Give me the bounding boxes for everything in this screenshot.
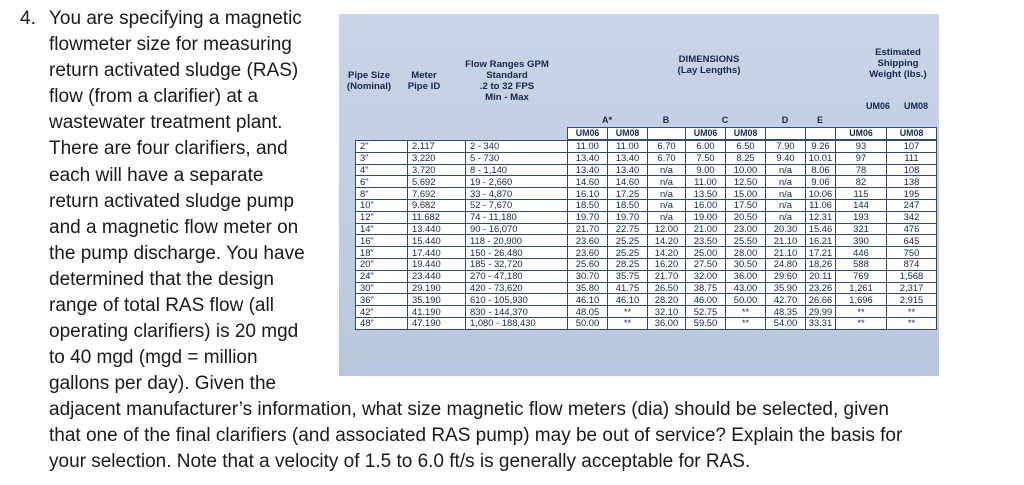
cell-dim-a-um06: 30.70 [568,270,608,282]
table-row [356,282,937,294]
cell-meter-pipe-id: 15.440 [408,235,466,247]
cell-dim-c-um06: 6.00 [686,141,726,153]
cell-flow-range: 610 - 105,930 [466,294,568,306]
cell-dim-b: 6.70 [648,152,686,164]
cell-meter-pipe-id: 3.220 [408,152,466,164]
cell-pipe-size: 6" [356,176,408,188]
cell-weight-um08: 108 [887,164,937,176]
cell-dim-a-um08: 28.25 [608,258,648,270]
table-row [356,247,937,259]
cell-weight-um08: 107 [887,141,937,153]
cell-meter-pipe-id: 47.190 [408,317,466,329]
table-row [356,211,937,223]
question-line: wastewater treatment plant. [49,112,283,134]
question-line: range of total RAS flow (all [49,295,274,317]
cell-pipe-size: 48" [356,317,408,329]
cell-dim-c-um06: 19.00 [686,211,726,223]
cell-dim-a-um06: 23.60 [568,247,608,259]
cell-dim-a-um08: 35.75 [608,270,648,282]
cell-weight-um06: 446 [836,247,887,259]
dim-e-label: E [816,115,823,125]
header-line: Shipping [877,58,919,69]
cell-meter-pipe-id: 11.682 [408,211,466,223]
cell-dim-c-um08: 17.50 [726,199,766,211]
cell-pipe-size: 18" [356,247,408,259]
cell-dim-d: 21.10 [766,247,806,259]
cell-dim-c-um08: 6.50 [726,141,766,153]
cell-weight-um06: 97 [836,152,887,164]
cell-meter-pipe-id: 41.190 [408,306,466,318]
dim-d-label: D [781,115,789,125]
cell-dim-c-um06: 32.00 [686,270,726,282]
cell-dim-c-um08: 10.00 [726,164,766,176]
table-row [356,294,937,306]
cell-pipe-size: 12" [356,211,408,223]
question-line: flowmeter size for measuring [49,34,292,56]
cell-weight-um06: 93 [836,141,887,153]
cell-weight-um06: 82 [836,176,887,188]
cell-dim-e: 29.99 [806,306,836,318]
cell-weight-um08: 2,317 [887,282,937,294]
cell-dim-b: 26.50 [648,282,686,294]
cell-flow-range: 5 - 730 [466,152,568,164]
cell-pipe-size: 4" [356,164,408,176]
cell-dim-c-um06: 11.00 [686,176,726,188]
cell-dim-c-um06: 27.50 [686,258,726,270]
cell-dim-c-um06: 16.00 [686,199,726,211]
cell-dim-c-um08: 25.50 [726,235,766,247]
sub-col: UM08 [887,128,937,140]
cell-dim-e: 10.06 [806,188,836,200]
cell-flow-range: 150 - 26,480 [466,247,568,259]
cell-weight-um06: 769 [836,270,887,282]
cell-dim-a-um08: 41.75 [608,282,648,294]
cell-flow-range: 2 - 340 [466,141,568,153]
header-line: Estimated [875,47,921,58]
cell-dim-c-um06: 59.50 [686,317,726,329]
cell-weight-um08: 750 [887,247,937,259]
cell-dim-a-um06: 14.60 [568,176,608,188]
question-line: that one of the final clarifiers (and associated RAS pump) may be out of service? Explain the basis for [49,425,903,446]
cell-pipe-size: 16" [356,235,408,247]
cell-meter-pipe-id: 2.117 [408,141,466,153]
cell-dim-c-um08: 28.00 [726,247,766,259]
cell-dim-b: 12.00 [648,223,686,235]
flowmeter-spec-table [339,14,939,376]
cell-dim-c-um08: 50.00 [726,294,766,306]
cell-dim-a-um06: 13.40 [568,152,608,164]
cell-dim-c-um06: 25.00 [686,247,726,259]
cell-meter-pipe-id: 19.440 [408,258,466,270]
cell-pipe-size: 30" [356,282,408,294]
question-number: 4. [20,8,36,29]
cell-dim-d: n/a [766,176,806,188]
cell-pipe-size: 10" [356,199,408,211]
cell-dim-d: 7.90 [766,141,806,153]
cell-weight-um06: 1,261 [836,282,887,294]
cell-dim-b: n/a [648,164,686,176]
cell-dim-e: 10.01 [806,152,836,164]
table-row [356,188,937,200]
model-subheader-row [567,127,937,140]
cell-weight-um06: 193 [836,211,887,223]
cell-dim-e: 11.06 [806,199,836,211]
header-line: (Lay Lengths) [677,65,741,76]
question-text-left [49,6,349,397]
cell-weight-um06: 78 [836,164,887,176]
cell-pipe-size: 20" [356,258,408,270]
dim-c-label: C [721,115,729,125]
cell-pipe-size: 2" [356,141,408,153]
cell-weight-um08: 195 [887,188,937,200]
cell-dim-a-um06: 16.10 [568,188,608,200]
question-line: gallons per day). Given the [49,373,277,395]
table-row [356,317,937,329]
cell-weight-um08: 111 [887,152,937,164]
cell-weight-um06: 588 [836,258,887,270]
cell-pipe-size: 3" [356,152,408,164]
cell-dim-e: 33.31 [806,317,836,329]
cell-dim-b: 6.70 [648,141,686,153]
cell-meter-pipe-id: 9.682 [408,199,466,211]
cell-dim-c-um08: 15.00 [726,188,766,200]
cell-dim-c-um08: 23.00 [726,223,766,235]
table-row [356,270,937,282]
cell-flow-range: 52 - 7,670 [466,199,568,211]
table-row [356,141,937,153]
cell-dim-b: n/a [648,188,686,200]
cell-dim-a-um06: 35.80 [568,282,608,294]
question-line: each will have a separate [49,164,264,186]
cell-dim-e: 17.21 [806,247,836,259]
cell-flow-range: 8 - 1,140 [466,164,568,176]
cell-dim-b: 14.20 [648,235,686,247]
question-line: the pump discharge. You have [49,242,305,264]
cell-dim-a-um06: 19.70 [568,211,608,223]
cell-flow-range: 185 - 32,720 [466,258,568,270]
cell-dim-a-um08: 19.70 [608,211,648,223]
cell-meter-pipe-id: 29.190 [408,282,466,294]
cell-dim-b: n/a [648,176,686,188]
cell-dim-d: 29.60 [766,270,806,282]
cell-dim-d: 54.00 [766,317,806,329]
header-line: Standard [486,70,528,81]
cell-dim-a-um08: 22.75 [608,223,648,235]
sub-col: UM06 [568,128,608,140]
table-row [356,164,937,176]
cell-dim-b: 32.10 [648,306,686,318]
cell-dim-a-um06: 18.50 [568,199,608,211]
cell-weight-um06: 144 [836,199,887,211]
header-line: (Nominal) [346,81,392,92]
cell-dim-e: 16.21 [806,235,836,247]
cell-dim-c-um08: 8.25 [726,152,766,164]
cell-dim-b: n/a [648,199,686,211]
cell-dim-c-um08: ** [726,306,766,318]
cell-dim-e: 9.26 [806,141,836,153]
cell-dim-a-um08: 14.60 [608,176,648,188]
header-line: Min - Max [485,92,529,103]
cell-dim-b: 36.00 [648,317,686,329]
cell-dim-c-um08: 36.00 [726,270,766,282]
dim-b-label: B [662,115,670,125]
cell-flow-range: 270 - 47,180 [466,270,568,282]
cell-dim-c-um08: 43.00 [726,282,766,294]
table-row [356,306,937,318]
question-line: determined that the design [49,268,274,290]
cell-dim-a-um06: 46.10 [568,294,608,306]
cell-dim-e: 8.06 [806,164,836,176]
cell-pipe-size: 24" [356,270,408,282]
cell-dim-e: 18.26 [806,258,836,270]
cell-dim-d: 20.30 [766,223,806,235]
cell-dim-b: 14.20 [648,247,686,259]
cell-flow-range: 1,080 - 188,430 [466,317,568,329]
header-line: Weight (lbs.) [869,69,927,80]
cell-weight-um08: ** [887,317,937,329]
cell-dim-b: 28.20 [648,294,686,306]
cell-weight-um06: 1,696 [836,294,887,306]
cell-weight-um08: 645 [887,235,937,247]
cell-weight-um06: ** [836,306,887,318]
question-line: your selection. Note that a velocity of 1.5 to 6.0 ft/s is generally acceptable for RAS. [49,451,751,472]
cell-weight-um08: 247 [887,199,937,211]
cell-dim-d: 42.70 [766,294,806,306]
question-line: adjacent manufacturer’s information, what size magnetic flow meters (dia) should be selected, given [49,399,889,420]
sub-col [806,128,836,140]
cell-weight-um08: 476 [887,223,937,235]
weight-um08-label: UM08 [903,101,928,111]
cell-dim-e: 9.06 [806,176,836,188]
cell-dim-c-um08: ** [726,317,766,329]
cell-meter-pipe-id: 7.692 [408,188,466,200]
header-line: Pipe ID [407,81,441,92]
table-row [356,152,937,164]
cell-dim-c-um06: 9.00 [686,164,726,176]
spec-data-table [355,140,937,330]
header-line: Pipe Size [347,70,391,81]
cell-dim-a-um08: 17.25 [608,188,648,200]
cell-dim-d: 21.10 [766,235,806,247]
cell-meter-pipe-id: 13.440 [408,223,466,235]
cell-weight-um06: ** [836,317,887,329]
cell-flow-range: 830 - 144,370 [466,306,568,318]
cell-dim-a-um08: 18.50 [608,199,648,211]
cell-meter-pipe-id: 35.190 [408,294,466,306]
cell-meter-pipe-id: 5.692 [408,176,466,188]
sub-col: UM08 [608,128,648,140]
sub-col [766,128,806,140]
cell-weight-um08: 2,915 [887,294,937,306]
cell-dim-c-um06: 7.50 [686,152,726,164]
cell-dim-e: 20.11 [806,270,836,282]
cell-meter-pipe-id: 3.720 [408,164,466,176]
cell-dim-a-um08: ** [608,317,648,329]
header-line: .2 to 32 FPS [479,81,535,92]
sub-col [648,128,686,140]
cell-dim-d: n/a [766,199,806,211]
cell-weight-um08: ** [887,306,937,318]
cell-dim-d: 35.90 [766,282,806,294]
cell-pipe-size: 42" [356,306,408,318]
cell-dim-c-um06: 52.75 [686,306,726,318]
header-line: DIMENSIONS [678,54,740,65]
cell-dim-a-um08: 25.25 [608,235,648,247]
cell-weight-um08: 342 [887,211,937,223]
question-line: to 40 mgd (mgd = million [49,347,258,369]
cell-dim-c-um06: 21.00 [686,223,726,235]
weight-um06-label: UM06 [865,101,890,111]
cell-dim-a-um06: 21.70 [568,223,608,235]
question-line: There are four clarifiers, and [49,138,288,160]
table-row [356,235,937,247]
cell-dim-a-um06: 48.05 [568,306,608,318]
cell-meter-pipe-id: 23.440 [408,270,466,282]
table-row [356,223,937,235]
cell-dim-a-um06: 25.60 [568,258,608,270]
header-line: Flow Ranges GPM [465,59,549,70]
cell-flow-range: 118 - 20,900 [466,235,568,247]
cell-dim-a-um08: 25.25 [608,247,648,259]
cell-dim-c-um08: 12.50 [726,176,766,188]
cell-dim-d: n/a [766,188,806,200]
table-row [356,199,937,211]
cell-flow-range: 420 - 73,620 [466,282,568,294]
sub-col: UM06 [836,128,887,140]
cell-dim-e: 26.66 [806,294,836,306]
question-line: operating clarifiers) is 20 mgd [49,321,299,343]
question-line: return activated sludge (RAS) [49,60,299,82]
cell-dim-c-um06: 13.50 [686,188,726,200]
cell-dim-a-um08: 11.00 [608,141,648,153]
cell-flow-range: 90 - 16,070 [466,223,568,235]
cell-dim-a-um08: 46.10 [608,294,648,306]
header-line: Meter [411,70,437,81]
cell-dim-c-um06: 23.50 [686,235,726,247]
question-text-bottom [49,397,1009,475]
cell-dim-a-um08: ** [608,306,648,318]
question-line: return activated sludge pump [49,190,295,212]
cell-dim-d: 48.35 [766,306,806,318]
dim-a-label: A* [601,115,612,125]
cell-dim-e: 23.26 [806,282,836,294]
cell-dim-c-um08: 20.50 [726,211,766,223]
table-row [356,176,937,188]
cell-dim-c-um08: 30.50 [726,258,766,270]
cell-pipe-size: 8" [356,188,408,200]
cell-weight-um08: 1,568 [887,270,937,282]
cell-weight-um08: 138 [887,176,937,188]
cell-dim-e: 12.31 [806,211,836,223]
cell-dim-d: 24.80 [766,258,806,270]
cell-dim-e: 15.46 [806,223,836,235]
question-line: You are specifying a magnetic [49,8,302,29]
cell-weight-um06: 390 [836,235,887,247]
cell-flow-range: 19 - 2,660 [466,176,568,188]
cell-dim-d: 9.40 [766,152,806,164]
cell-dim-b: n/a [648,211,686,223]
cell-dim-d: n/a [766,164,806,176]
cell-dim-b: 21.70 [648,270,686,282]
cell-meter-pipe-id: 17.440 [408,247,466,259]
cell-pipe-size: 36" [356,294,408,306]
cell-dim-c-um06: 38.75 [686,282,726,294]
cell-flow-range: 33 - 4,870 [466,188,568,200]
cell-dim-a-um06: 13.40 [568,164,608,176]
cell-dim-a-um08: 13.40 [608,164,648,176]
cell-dim-c-um06: 46.00 [686,294,726,306]
cell-dim-b: 16.20 [648,258,686,270]
cell-dim-a-um08: 13.40 [608,152,648,164]
question-line: flow (from a clarifier) at a [49,86,259,108]
cell-weight-um06: 321 [836,223,887,235]
cell-dim-a-um06: 23.60 [568,235,608,247]
cell-dim-a-um06: 11.00 [568,141,608,153]
cell-flow-range: 74 - 11,180 [466,211,568,223]
cell-weight-um06: 115 [836,188,887,200]
sub-col: UM08 [726,128,766,140]
question-line: and a magnetic flow meter on [49,216,299,238]
cell-dim-a-um06: 50.00 [568,317,608,329]
table-row [356,258,937,270]
sub-col: UM06 [686,128,726,140]
cell-pipe-size: 14" [356,223,408,235]
cell-dim-d: n/a [766,211,806,223]
cell-weight-um08: 874 [887,258,937,270]
